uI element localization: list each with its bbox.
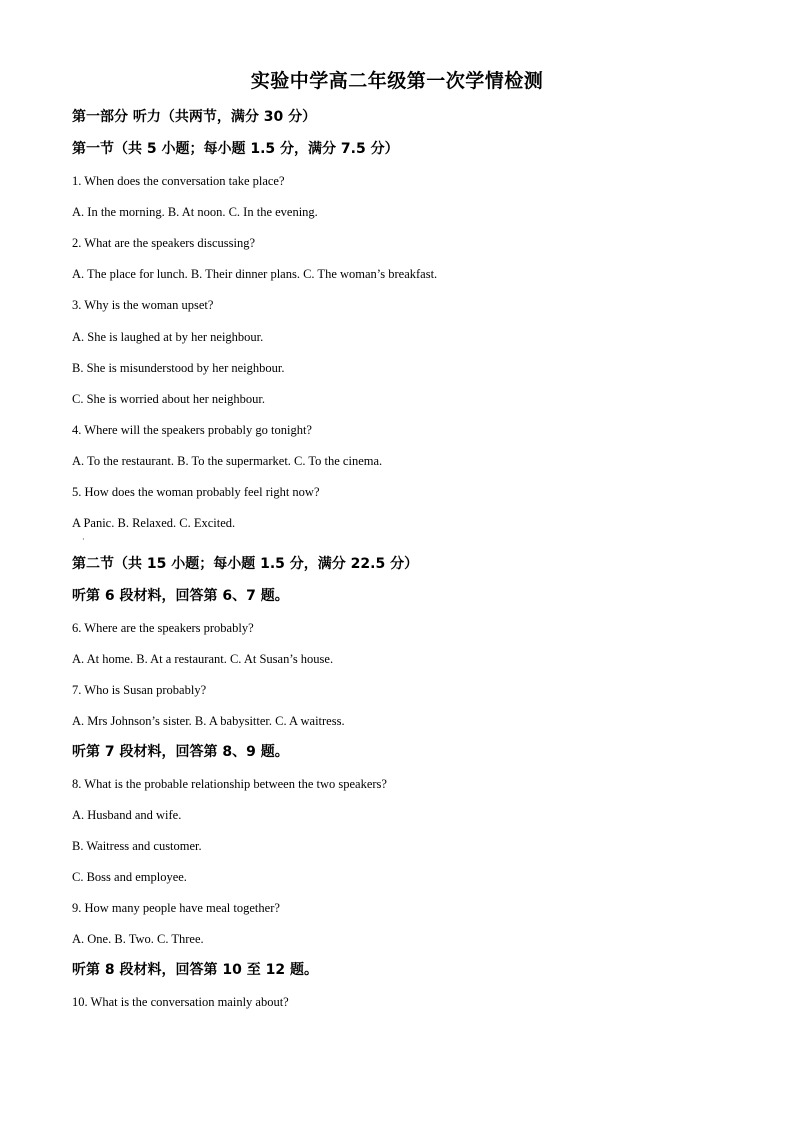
question-4: 4. Where will the speakers probably go tonight?	[72, 423, 312, 437]
question-5-options: A Panic. B. Relaxed. C. Excited.	[72, 516, 236, 530]
question-3-option-b: B. She is misunderstood by her neighbour.	[72, 361, 285, 375]
question-4-options: A. To the restaurant. B. To the supermarket. C. To the cinema.	[72, 454, 383, 468]
question-8-option-c: C. Boss and employee.	[72, 870, 187, 884]
question-10: 10. What is the conversation mainly about?	[72, 995, 289, 1009]
material-6-heading: 听第 6 段材料，回答第 6、7 题。	[72, 588, 289, 604]
question-2: 2. What are the speakers discussing?	[72, 236, 256, 250]
question-1: 1. When does the conversation take place?	[72, 174, 285, 188]
material-8-heading: 听第 8 段材料，回答第 10 至 12 题。	[72, 962, 318, 978]
material-7-heading: 听第 7 段材料，回答第 8、9 题。	[72, 744, 289, 760]
section2-heading: 第二节（共 15 小题；每小题 1.5 分，满分 22.5 分）	[72, 556, 419, 572]
part1-heading: 第一部分 听力（共两节，满分 30 分）	[72, 109, 317, 125]
question-2-options: A. The place for lunch. B. Their dinner plans. C. The woman’s breakfast.	[72, 267, 438, 281]
question-6: 6. Where are the speakers probably?	[72, 621, 254, 635]
question-1-options: A. In the morning. B. At noon. C. In the evening.	[72, 205, 318, 219]
question-9: 9. How many people have meal together?	[72, 901, 280, 915]
section1-heading: 第一节（共 5 小题；每小题 1.5 分，满分 7.5 分）	[72, 141, 399, 157]
question-5: 5. How does the woman probably feel right now?	[72, 485, 320, 499]
question-3-option-c: C. She is worried about her neighbour.	[72, 392, 266, 406]
question-7-options: A. Mrs Johnson’s sister. B. A babysitter. C. A waitress.	[72, 714, 345, 728]
question-8-option-a: A. Husband and wife.	[72, 808, 182, 822]
question-3-option-a: A. She is laughed at by her neighbour.	[72, 330, 264, 344]
question-8-option-b: B. Waitress and customer.	[72, 839, 202, 853]
exam-title: 实验中学高二年级第一次学情检测	[250, 70, 544, 92]
question-8: 8. What is the probable relationship between the two speakers?	[72, 777, 387, 791]
stray-dot: ·	[82, 535, 85, 544]
question-7: 7. Who is Susan probably?	[72, 683, 207, 697]
question-3: 3. Why is the woman upset?	[72, 298, 214, 312]
question-9-options: A. One. B. Two. C. Three.	[72, 932, 204, 946]
question-6-options: A. At home. B. At a restaurant. C. At Susan’s house.	[72, 652, 334, 666]
